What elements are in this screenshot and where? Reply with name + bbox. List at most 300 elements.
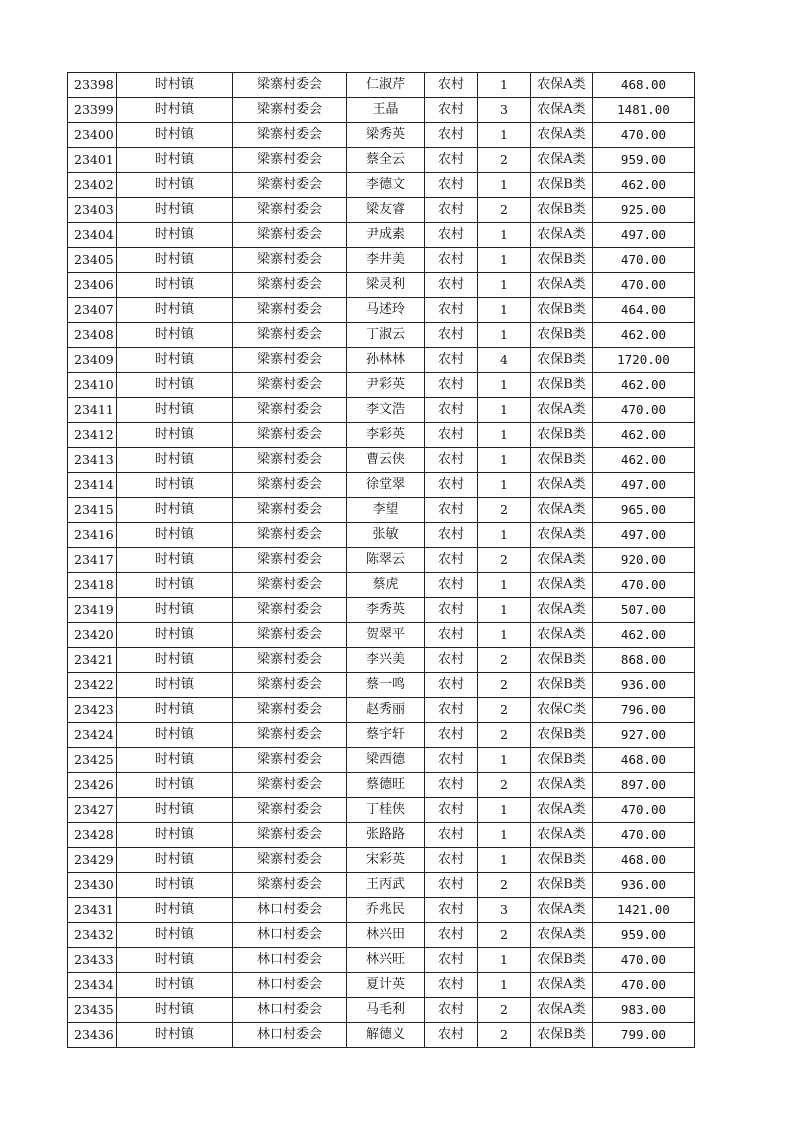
household-type-cell: 农村 xyxy=(425,198,478,223)
amount-cell: 1421.00 xyxy=(593,898,695,923)
town-cell: 时村镇 xyxy=(117,323,233,348)
serial-cell: 23416 xyxy=(68,523,117,548)
member-count-cell: 1 xyxy=(478,448,531,473)
village-cell: 梁寨村委会 xyxy=(233,798,347,823)
village-cell: 林口村委会 xyxy=(233,973,347,998)
serial-cell: 23426 xyxy=(68,773,117,798)
town-cell: 时村镇 xyxy=(117,198,233,223)
person-name-cell: 丁桂侠 xyxy=(347,798,425,823)
household-type-cell: 农村 xyxy=(425,598,478,623)
household-type-cell: 农村 xyxy=(425,848,478,873)
household-type-cell: 农村 xyxy=(425,373,478,398)
table-row xyxy=(68,198,695,223)
town-cell: 时村镇 xyxy=(117,348,233,373)
serial-cell: 23405 xyxy=(68,248,117,273)
member-count-cell: 1 xyxy=(478,423,531,448)
insurance-class-cell: 农保A类 xyxy=(531,973,593,998)
insurance-class-cell: 农保A类 xyxy=(531,73,593,98)
village-cell: 梁寨村委会 xyxy=(233,848,347,873)
person-name-cell: 王晶 xyxy=(347,98,425,123)
person-name-cell: 尹彩英 xyxy=(347,373,425,398)
person-name-cell: 李文浩 xyxy=(347,398,425,423)
village-cell: 林口村委会 xyxy=(233,923,347,948)
person-name-cell: 徐堂翠 xyxy=(347,473,425,498)
household-type-cell: 农村 xyxy=(425,698,478,723)
member-count-cell: 1 xyxy=(478,223,531,248)
table-row xyxy=(68,898,695,923)
town-cell: 时村镇 xyxy=(117,473,233,498)
serial-cell: 23420 xyxy=(68,623,117,648)
amount-cell: 462.00 xyxy=(593,323,695,348)
amount-cell: 470.00 xyxy=(593,973,695,998)
member-count-cell: 1 xyxy=(478,473,531,498)
amount-cell: 959.00 xyxy=(593,148,695,173)
village-cell: 梁寨村委会 xyxy=(233,123,347,148)
village-cell: 梁寨村委会 xyxy=(233,298,347,323)
household-type-cell: 农村 xyxy=(425,898,478,923)
town-cell: 时村镇 xyxy=(117,498,233,523)
person-name-cell: 陈翠云 xyxy=(347,548,425,573)
town-cell: 时村镇 xyxy=(117,948,233,973)
serial-cell: 23399 xyxy=(68,98,117,123)
village-cell: 林口村委会 xyxy=(233,1023,347,1048)
serial-cell: 23411 xyxy=(68,398,117,423)
town-cell: 时村镇 xyxy=(117,923,233,948)
member-count-cell: 2 xyxy=(478,198,531,223)
household-type-cell: 农村 xyxy=(425,173,478,198)
town-cell: 时村镇 xyxy=(117,448,233,473)
table-row xyxy=(68,798,695,823)
amount-cell: 462.00 xyxy=(593,373,695,398)
person-name-cell: 王丙武 xyxy=(347,873,425,898)
amount-cell: 497.00 xyxy=(593,223,695,248)
town-cell: 时村镇 xyxy=(117,773,233,798)
amount-cell: 796.00 xyxy=(593,698,695,723)
table-row xyxy=(68,323,695,348)
village-cell: 梁寨村委会 xyxy=(233,373,347,398)
person-name-cell: 梁友睿 xyxy=(347,198,425,223)
household-type-cell: 农村 xyxy=(425,423,478,448)
table-row xyxy=(68,423,695,448)
insurance-class-cell: 农保A类 xyxy=(531,823,593,848)
household-type-cell: 农村 xyxy=(425,723,478,748)
village-cell: 梁寨村委会 xyxy=(233,423,347,448)
member-count-cell: 2 xyxy=(478,723,531,748)
table-row xyxy=(68,673,695,698)
serial-cell: 23422 xyxy=(68,673,117,698)
member-count-cell: 2 xyxy=(478,148,531,173)
village-cell: 梁寨村委会 xyxy=(233,448,347,473)
insurance-class-cell: 农保B类 xyxy=(531,348,593,373)
insurance-class-cell: 农保A类 xyxy=(531,898,593,923)
table-row xyxy=(68,723,695,748)
member-count-cell: 1 xyxy=(478,948,531,973)
household-type-cell: 农村 xyxy=(425,748,478,773)
member-count-cell: 1 xyxy=(478,798,531,823)
member-count-cell: 1 xyxy=(478,623,531,648)
amount-cell: 470.00 xyxy=(593,123,695,148)
person-name-cell: 蔡全云 xyxy=(347,148,425,173)
member-count-cell: 2 xyxy=(478,773,531,798)
serial-cell: 23407 xyxy=(68,298,117,323)
amount-cell: 507.00 xyxy=(593,598,695,623)
insurance-class-cell: 农保A类 xyxy=(531,273,593,298)
member-count-cell: 1 xyxy=(478,398,531,423)
household-type-cell: 农村 xyxy=(425,498,478,523)
amount-cell: 462.00 xyxy=(593,448,695,473)
data-table xyxy=(67,72,695,1048)
serial-cell: 23434 xyxy=(68,973,117,998)
member-count-cell: 1 xyxy=(478,848,531,873)
amount-cell: 470.00 xyxy=(593,948,695,973)
table-row xyxy=(68,223,695,248)
person-name-cell: 蔡虎 xyxy=(347,573,425,598)
insurance-class-cell: 农保A类 xyxy=(531,523,593,548)
insurance-class-cell: 农保A类 xyxy=(531,148,593,173)
person-name-cell: 张敏 xyxy=(347,523,425,548)
member-count-cell: 1 xyxy=(478,298,531,323)
person-name-cell: 孙林林 xyxy=(347,348,425,373)
household-type-cell: 农村 xyxy=(425,398,478,423)
amount-cell: 965.00 xyxy=(593,498,695,523)
member-count-cell: 1 xyxy=(478,573,531,598)
serial-cell: 23404 xyxy=(68,223,117,248)
table-row xyxy=(68,73,695,98)
insurance-class-cell: 农保B类 xyxy=(531,848,593,873)
town-cell: 时村镇 xyxy=(117,623,233,648)
person-name-cell: 乔兆民 xyxy=(347,898,425,923)
insurance-class-cell: 农保A类 xyxy=(531,498,593,523)
member-count-cell: 2 xyxy=(478,923,531,948)
table-row xyxy=(68,1023,695,1048)
village-cell: 梁寨村委会 xyxy=(233,823,347,848)
table-row xyxy=(68,498,695,523)
member-count-cell: 2 xyxy=(478,698,531,723)
insurance-class-cell: 农保A类 xyxy=(531,573,593,598)
household-type-cell: 农村 xyxy=(425,148,478,173)
household-type-cell: 农村 xyxy=(425,973,478,998)
serial-cell: 23403 xyxy=(68,198,117,223)
member-count-cell: 2 xyxy=(478,498,531,523)
person-name-cell: 丁淑云 xyxy=(347,323,425,348)
table-row xyxy=(68,348,695,373)
member-count-cell: 1 xyxy=(478,373,531,398)
serial-cell: 23400 xyxy=(68,123,117,148)
village-cell: 梁寨村委会 xyxy=(233,73,347,98)
amount-cell: 470.00 xyxy=(593,823,695,848)
town-cell: 时村镇 xyxy=(117,298,233,323)
amount-cell: 470.00 xyxy=(593,798,695,823)
table-row xyxy=(68,148,695,173)
member-count-cell: 2 xyxy=(478,873,531,898)
amount-cell: 1481.00 xyxy=(593,98,695,123)
amount-cell: 468.00 xyxy=(593,848,695,873)
member-count-cell: 1 xyxy=(478,973,531,998)
town-cell: 时村镇 xyxy=(117,998,233,1023)
village-cell: 梁寨村委会 xyxy=(233,673,347,698)
town-cell: 时村镇 xyxy=(117,973,233,998)
village-cell: 梁寨村委会 xyxy=(233,323,347,348)
insurance-class-cell: 农保B类 xyxy=(531,1023,593,1048)
village-cell: 梁寨村委会 xyxy=(233,398,347,423)
serial-cell: 23398 xyxy=(68,73,117,98)
person-name-cell: 李兴美 xyxy=(347,648,425,673)
town-cell: 时村镇 xyxy=(117,723,233,748)
household-type-cell: 农村 xyxy=(425,323,478,348)
serial-cell: 23419 xyxy=(68,598,117,623)
member-count-cell: 2 xyxy=(478,673,531,698)
town-cell: 时村镇 xyxy=(117,523,233,548)
serial-cell: 23412 xyxy=(68,423,117,448)
table-row xyxy=(68,748,695,773)
table-row xyxy=(68,248,695,273)
table-row xyxy=(68,523,695,548)
person-name-cell: 李望 xyxy=(347,498,425,523)
household-type-cell: 农村 xyxy=(425,923,478,948)
amount-cell: 462.00 xyxy=(593,423,695,448)
town-cell: 时村镇 xyxy=(117,173,233,198)
table-row xyxy=(68,373,695,398)
insurance-class-cell: 农保B类 xyxy=(531,423,593,448)
town-cell: 时村镇 xyxy=(117,1023,233,1048)
serial-cell: 23421 xyxy=(68,648,117,673)
serial-cell: 23432 xyxy=(68,923,117,948)
town-cell: 时村镇 xyxy=(117,598,233,623)
person-name-cell: 蔡一鸣 xyxy=(347,673,425,698)
amount-cell: 897.00 xyxy=(593,773,695,798)
insurance-class-cell: 农保B类 xyxy=(531,748,593,773)
table-body xyxy=(68,73,695,1048)
town-cell: 时村镇 xyxy=(117,698,233,723)
member-count-cell: 1 xyxy=(478,523,531,548)
village-cell: 梁寨村委会 xyxy=(233,98,347,123)
village-cell: 梁寨村委会 xyxy=(233,623,347,648)
insurance-class-cell: 农保A类 xyxy=(531,223,593,248)
member-count-cell: 1 xyxy=(478,323,531,348)
serial-cell: 23406 xyxy=(68,273,117,298)
member-count-cell: 1 xyxy=(478,823,531,848)
amount-cell: 925.00 xyxy=(593,198,695,223)
town-cell: 时村镇 xyxy=(117,748,233,773)
village-cell: 梁寨村委会 xyxy=(233,748,347,773)
serial-cell: 23427 xyxy=(68,798,117,823)
serial-cell: 23408 xyxy=(68,323,117,348)
town-cell: 时村镇 xyxy=(117,673,233,698)
town-cell: 时村镇 xyxy=(117,98,233,123)
serial-cell: 23423 xyxy=(68,698,117,723)
member-count-cell: 3 xyxy=(478,98,531,123)
town-cell: 时村镇 xyxy=(117,373,233,398)
person-name-cell: 宋彩英 xyxy=(347,848,425,873)
table-row xyxy=(68,998,695,1023)
member-count-cell: 1 xyxy=(478,123,531,148)
household-type-cell: 农村 xyxy=(425,948,478,973)
town-cell: 时村镇 xyxy=(117,648,233,673)
town-cell: 时村镇 xyxy=(117,823,233,848)
table-row xyxy=(68,98,695,123)
insurance-class-cell: 农保B类 xyxy=(531,373,593,398)
household-type-cell: 农村 xyxy=(425,623,478,648)
insurance-class-cell: 农保B类 xyxy=(531,323,593,348)
table-row xyxy=(68,123,695,148)
serial-cell: 23410 xyxy=(68,373,117,398)
amount-cell: 920.00 xyxy=(593,548,695,573)
town-cell: 时村镇 xyxy=(117,848,233,873)
serial-cell: 23431 xyxy=(68,898,117,923)
serial-cell: 23413 xyxy=(68,448,117,473)
amount-cell: 468.00 xyxy=(593,748,695,773)
insurance-class-cell: 农保A类 xyxy=(531,798,593,823)
member-count-cell: 2 xyxy=(478,548,531,573)
member-count-cell: 1 xyxy=(478,748,531,773)
insurance-class-cell: 农保A类 xyxy=(531,998,593,1023)
household-type-cell: 农村 xyxy=(425,1023,478,1048)
member-count-cell: 1 xyxy=(478,173,531,198)
serial-cell: 23415 xyxy=(68,498,117,523)
amount-cell: 497.00 xyxy=(593,473,695,498)
village-cell: 梁寨村委会 xyxy=(233,223,347,248)
table-row xyxy=(68,173,695,198)
insurance-class-cell: 农保B类 xyxy=(531,873,593,898)
table-row xyxy=(68,448,695,473)
village-cell: 梁寨村委会 xyxy=(233,473,347,498)
serial-cell: 23428 xyxy=(68,823,117,848)
person-name-cell: 贺翠平 xyxy=(347,623,425,648)
serial-cell: 23436 xyxy=(68,1023,117,1048)
person-name-cell: 蔡宇轩 xyxy=(347,723,425,748)
serial-cell: 23418 xyxy=(68,573,117,598)
village-cell: 梁寨村委会 xyxy=(233,773,347,798)
person-name-cell: 马毛利 xyxy=(347,998,425,1023)
table-row xyxy=(68,698,695,723)
insurance-class-cell: 农保C类 xyxy=(531,698,593,723)
amount-cell: 936.00 xyxy=(593,673,695,698)
household-type-cell: 农村 xyxy=(425,648,478,673)
town-cell: 时村镇 xyxy=(117,398,233,423)
household-type-cell: 农村 xyxy=(425,223,478,248)
amount-cell: 470.00 xyxy=(593,248,695,273)
person-name-cell: 张路路 xyxy=(347,823,425,848)
table-row xyxy=(68,473,695,498)
household-type-cell: 农村 xyxy=(425,348,478,373)
household-type-cell: 农村 xyxy=(425,523,478,548)
member-count-cell: 1 xyxy=(478,248,531,273)
person-name-cell: 曹云侠 xyxy=(347,448,425,473)
insurance-class-cell: 农保B类 xyxy=(531,648,593,673)
household-type-cell: 农村 xyxy=(425,773,478,798)
village-cell: 梁寨村委会 xyxy=(233,548,347,573)
person-name-cell: 马述玲 xyxy=(347,298,425,323)
town-cell: 时村镇 xyxy=(117,423,233,448)
amount-cell: 462.00 xyxy=(593,623,695,648)
table-row xyxy=(68,548,695,573)
household-type-cell: 农村 xyxy=(425,448,478,473)
village-cell: 梁寨村委会 xyxy=(233,198,347,223)
amount-cell: 470.00 xyxy=(593,573,695,598)
amount-cell: 983.00 xyxy=(593,998,695,1023)
household-type-cell: 农村 xyxy=(425,473,478,498)
household-type-cell: 农村 xyxy=(425,998,478,1023)
town-cell: 时村镇 xyxy=(117,573,233,598)
person-name-cell: 尹成素 xyxy=(347,223,425,248)
insurance-class-cell: 农保A类 xyxy=(531,473,593,498)
village-cell: 梁寨村委会 xyxy=(233,148,347,173)
town-cell: 时村镇 xyxy=(117,273,233,298)
insurance-class-cell: 农保A类 xyxy=(531,923,593,948)
table-row xyxy=(68,823,695,848)
household-type-cell: 农村 xyxy=(425,798,478,823)
town-cell: 时村镇 xyxy=(117,898,233,923)
table-row xyxy=(68,298,695,323)
member-count-cell: 1 xyxy=(478,73,531,98)
insurance-class-cell: 农保B类 xyxy=(531,248,593,273)
table-row xyxy=(68,598,695,623)
village-cell: 梁寨村委会 xyxy=(233,648,347,673)
insurance-class-cell: 农保A类 xyxy=(531,398,593,423)
insurance-class-cell: 农保A类 xyxy=(531,773,593,798)
insurance-class-cell: 农保A类 xyxy=(531,123,593,148)
amount-cell: 936.00 xyxy=(593,873,695,898)
household-type-cell: 农村 xyxy=(425,273,478,298)
amount-cell: 462.00 xyxy=(593,173,695,198)
person-name-cell: 夏计英 xyxy=(347,973,425,998)
village-cell: 梁寨村委会 xyxy=(233,723,347,748)
amount-cell: 464.00 xyxy=(593,298,695,323)
serial-cell: 23409 xyxy=(68,348,117,373)
serial-cell: 23425 xyxy=(68,748,117,773)
member-count-cell: 3 xyxy=(478,898,531,923)
household-type-cell: 农村 xyxy=(425,673,478,698)
village-cell: 林口村委会 xyxy=(233,948,347,973)
table-row xyxy=(68,573,695,598)
person-name-cell: 李德文 xyxy=(347,173,425,198)
serial-cell: 23429 xyxy=(68,848,117,873)
household-type-cell: 农村 xyxy=(425,298,478,323)
village-cell: 梁寨村委会 xyxy=(233,348,347,373)
serial-cell: 23430 xyxy=(68,873,117,898)
amount-cell: 470.00 xyxy=(593,273,695,298)
village-cell: 林口村委会 xyxy=(233,998,347,1023)
person-name-cell: 赵秀丽 xyxy=(347,698,425,723)
amount-cell: 927.00 xyxy=(593,723,695,748)
household-type-cell: 农村 xyxy=(425,823,478,848)
village-cell: 梁寨村委会 xyxy=(233,698,347,723)
insurance-class-cell: 农保A类 xyxy=(531,598,593,623)
person-name-cell: 林兴旺 xyxy=(347,948,425,973)
table-row xyxy=(68,848,695,873)
village-cell: 梁寨村委会 xyxy=(233,498,347,523)
insurance-class-cell: 农保A类 xyxy=(531,623,593,648)
person-name-cell: 梁西德 xyxy=(347,748,425,773)
household-type-cell: 农村 xyxy=(425,548,478,573)
member-count-cell: 2 xyxy=(478,648,531,673)
village-cell: 梁寨村委会 xyxy=(233,173,347,198)
table-row xyxy=(68,623,695,648)
town-cell: 时村镇 xyxy=(117,548,233,573)
member-count-cell: 2 xyxy=(478,998,531,1023)
serial-cell: 23401 xyxy=(68,148,117,173)
amount-cell: 799.00 xyxy=(593,1023,695,1048)
village-cell: 梁寨村委会 xyxy=(233,598,347,623)
person-name-cell: 李秀英 xyxy=(347,598,425,623)
serial-cell: 23424 xyxy=(68,723,117,748)
town-cell: 时村镇 xyxy=(117,123,233,148)
insurance-class-cell: 农保A类 xyxy=(531,98,593,123)
serial-cell: 23417 xyxy=(68,548,117,573)
household-type-cell: 农村 xyxy=(425,573,478,598)
amount-cell: 497.00 xyxy=(593,523,695,548)
table-row xyxy=(68,873,695,898)
